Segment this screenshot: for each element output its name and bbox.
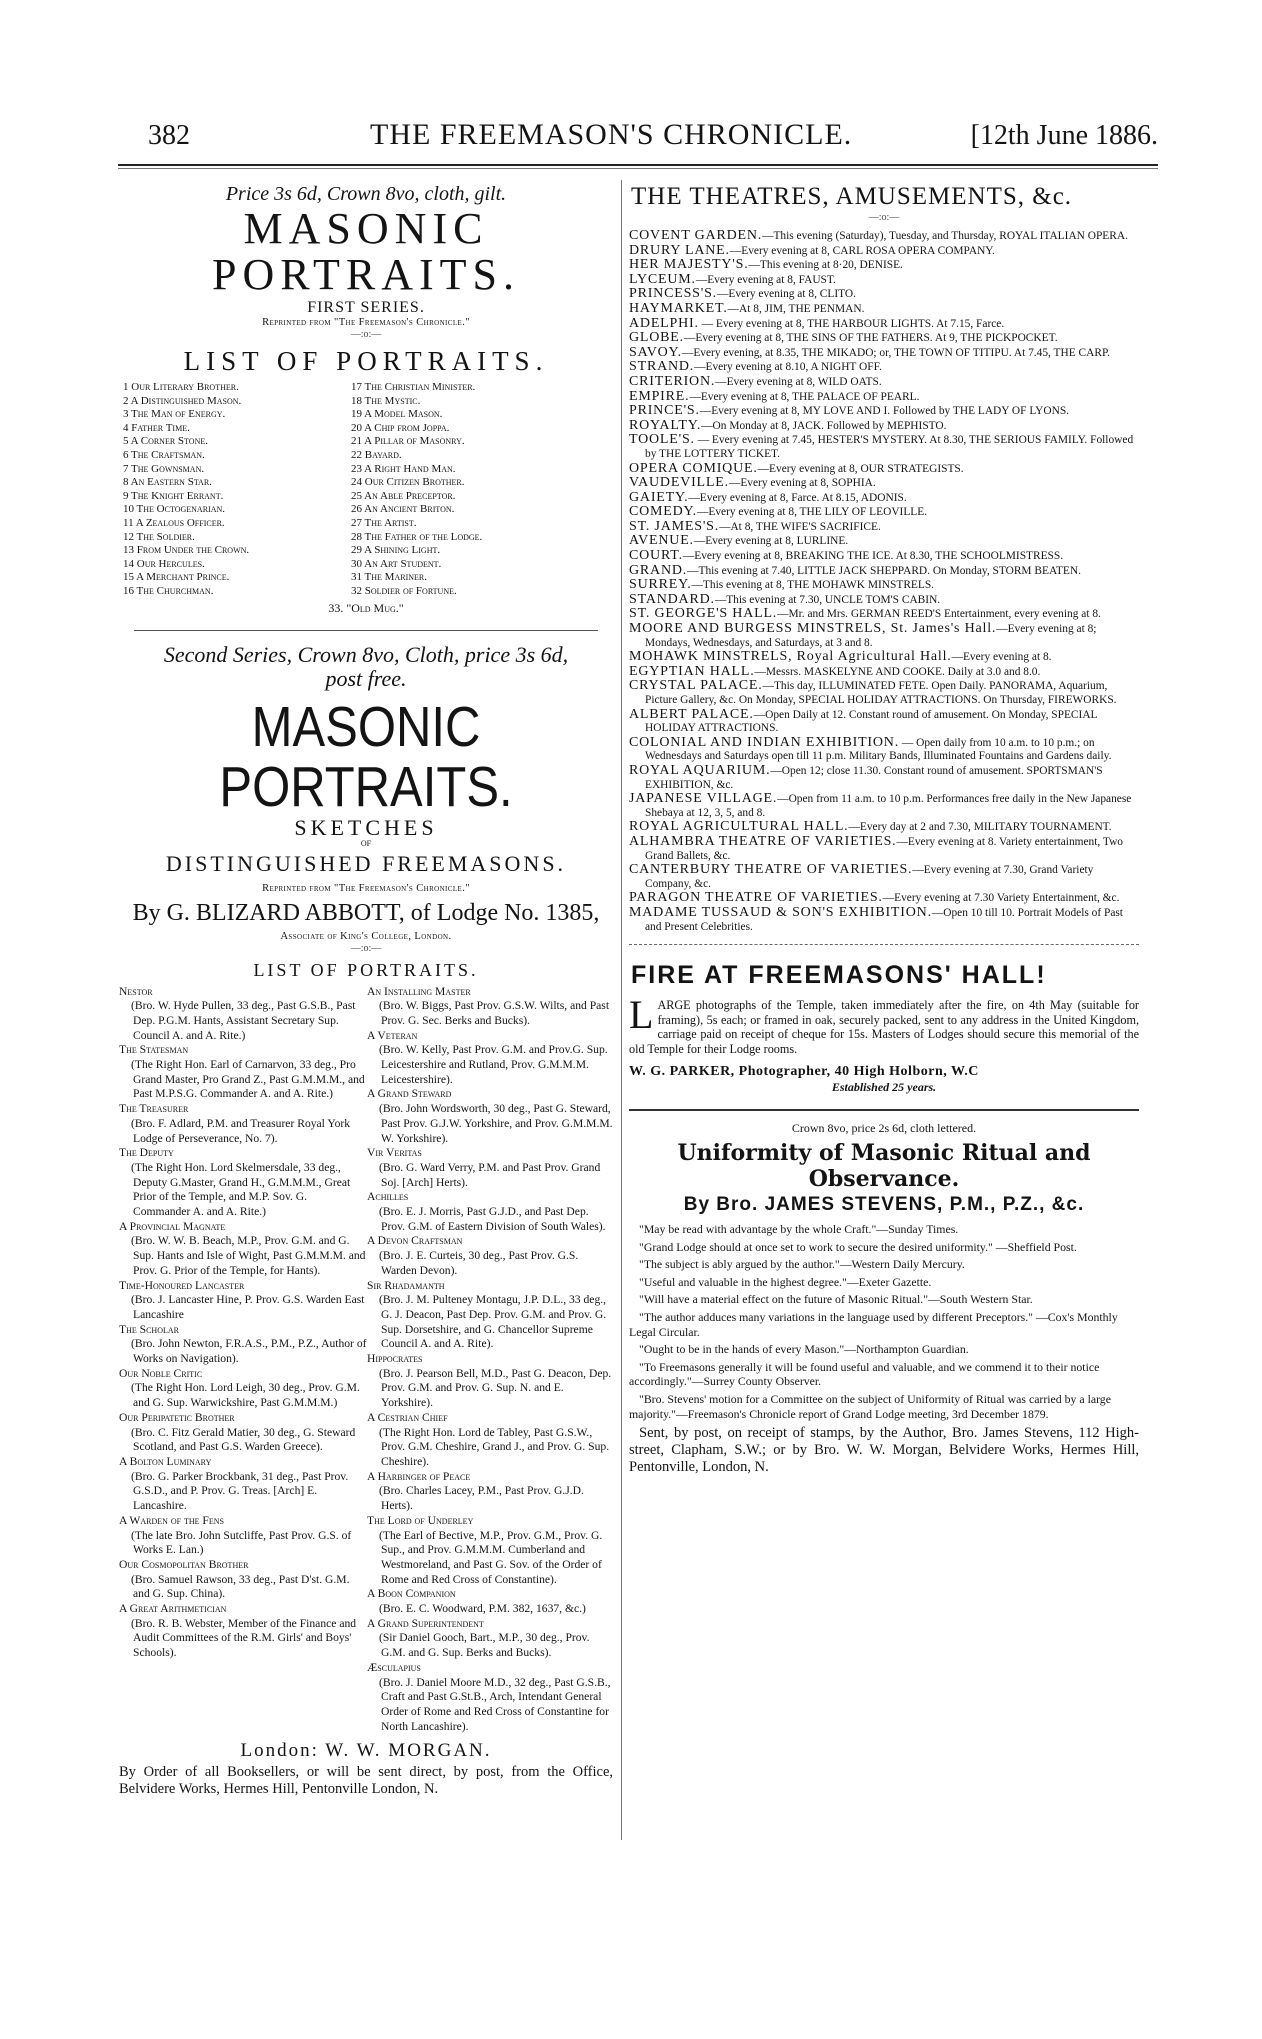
list-item xyxy=(629,650,1139,665)
venue-details: — Open daily from 10 a.m. to 10 p.m.; on Wednesdays and Saturdays open till 11 p.m. Military Bands, Illuminated Fountains and Gardens daily. xyxy=(645,736,1112,763)
list-item xyxy=(629,375,1139,390)
review-quote: "May be read with advantage by the whole Craft."—Sunday Times. xyxy=(639,1222,959,1237)
venue-details: —Open 12; close 11.30. Constant round of amusement. SPORTSMAN'S EXHIBITION, &c. xyxy=(645,764,1103,791)
list-item xyxy=(367,1190,613,1234)
venue-details: —At 8, THE WIFE'S SACRIFICE. xyxy=(719,520,881,533)
venue-name: ROYALTY. xyxy=(629,417,702,433)
list-item: 11 A Zealous Officer. xyxy=(123,516,225,529)
portrait-desc: (The Right Hon. Earl of Carnarvon, 33 deg., Pro Grand Master, Pro Grand Z., Past G.M.M.M., and Past M.P.S.G. Commander A. and A. Rite.) xyxy=(131,1058,365,1101)
list-item: 12 The Soldier. xyxy=(123,530,195,543)
list-item: 7 The Gownsman. xyxy=(123,462,205,475)
order-notice: By Order of all Booksellers, or will be sent direct, by post, from the Office, Belvidere Works, Hermes Hill, Pentonville London, N. xyxy=(119,1764,613,1798)
venue-details: —This evening (Saturday), Tuesday, and Thursday, ROYAL ITALIAN OPERA. xyxy=(762,230,1128,242)
portrait-desc: (Sir Daniel Gooch, Bart., M.P., 30 deg., Prov. G.M. and G. Sup. Berks and Bucks). xyxy=(379,1631,590,1660)
review-quote: "Ought to be in the hands of every Mason."—Northampton Guardian. xyxy=(639,1342,969,1357)
list-item: 19 A Model Mason. xyxy=(351,408,443,421)
list-item: 32 Soldier of Fortune. xyxy=(351,584,457,597)
uniformity-byline: By Bro. JAMES STEVENS, P.M., P.Z., &c. xyxy=(683,1194,1085,1216)
header-rule xyxy=(118,168,1158,169)
list-item: 31 The Mariner. xyxy=(351,571,427,584)
portrait-name: Æsculapius xyxy=(367,1660,421,1674)
list-item xyxy=(367,985,613,1029)
fire-heading: FIRE AT FREEMASONS' HALL! xyxy=(631,961,1047,990)
venue-name: AVENUE. xyxy=(629,533,694,549)
portraits2-byline: By G. BLIZARD ABBOTT, of Lodge No. 1385, xyxy=(132,899,600,926)
list-item xyxy=(629,549,1139,564)
venue-name: EMPIRE. xyxy=(629,388,690,404)
list-item xyxy=(119,1323,367,1367)
section-divider xyxy=(629,944,1139,945)
list-item xyxy=(367,1146,613,1190)
venue-details: —Every evening at 8, LURLINE. xyxy=(693,535,849,548)
portrait-name: A Boon Companion xyxy=(367,1587,456,1601)
venue-name: VAUDEVILLE. xyxy=(629,475,729,491)
list-item: 20 A Chip from Joppa. xyxy=(351,421,450,434)
portraits2-associate: Associate of King's College, London. xyxy=(280,930,452,942)
list-item xyxy=(119,1279,367,1323)
portraits2-series-line2: post free. xyxy=(325,665,407,691)
list-item xyxy=(629,708,1139,736)
portraits2-title: MASONIC PORTRAITS. xyxy=(219,694,513,819)
venue-name: GLOBE. xyxy=(629,330,684,346)
list-item xyxy=(629,679,1139,707)
list-item xyxy=(367,1470,613,1514)
portrait-name: Sir Rhadamanth xyxy=(367,1278,445,1292)
venue-details: —Every evening at 8, SOPHIA. xyxy=(728,477,876,490)
venue-name: COVENT GARDEN. xyxy=(629,228,763,243)
portrait-desc: (Bro. J. Pearson Bell, M.D., Past G. Deacon, Dep. Prov. G.M. and Prov. G. Sup. N. and E. Yorkshire). xyxy=(379,1366,612,1410)
venue-name: COLONIAL AND INDIAN EXHIBITION. xyxy=(629,734,900,750)
fire-body: ARGE photographs of the Temple, taken immediately after the fire, on 4th May (suitable for framing), 5s each; or framed in oak, securely packed, sent to any address in the United Kingdom, carriage paid on receipt of cheque for 15s. Masters of Lodges should secure this memorial of the old Temple for their Lodge rooms. xyxy=(629,998,1139,1056)
list-item: 25 An Able Preceptor. xyxy=(351,489,456,502)
portrait-desc: (Bro. J. Lancaster Hine, P. Prov. G.S. Warden East Lancashire xyxy=(131,1293,365,1321)
venue-details: —Every evening at 8; Mondays, Wednesdays, and Saturdays, at 3 and 8. xyxy=(645,623,1097,649)
venue-name: PRINCESS'S. xyxy=(629,286,717,302)
portrait-name: A Cestrian Chief xyxy=(367,1410,448,1424)
venue-name: GRAND. xyxy=(629,562,688,578)
list-item xyxy=(629,302,1139,317)
portrait-desc: (The Right Hon. Lord Leigh, 30 deg., Prov. G.M. and G. Sup. Warwickshire, Past G.M.M.M.) xyxy=(131,1381,360,1410)
list-item xyxy=(629,229,1139,244)
venue-name: SURREY. xyxy=(629,577,692,593)
list-item xyxy=(629,665,1139,680)
portrait-name: An Installing Master xyxy=(367,984,471,998)
venue-name: OPERA COMIQUE. xyxy=(629,460,758,476)
venue-name: ALHAMBRA THEATRE OF VARIETIES. xyxy=(629,833,897,849)
venue-details: —This evening at 8, THE MOHAWK MINSTRELS. xyxy=(691,579,935,592)
portrait-desc: (The late Bro. John Sutcliffe, Past Prov. G.S. of Works E. Lan.) xyxy=(131,1528,352,1557)
venue-details: —Messrs. MASKELYNE AND COOKE. Daily at 3.0 and 8.0. xyxy=(754,665,1041,678)
list-item xyxy=(629,433,1139,461)
portrait-name: The Scholar xyxy=(119,1322,179,1336)
venue-details: —At 8, JIM, THE PENMAN. xyxy=(727,302,865,315)
section-divider xyxy=(629,1109,1139,1111)
review-quote: "To Freemasons generally it will be found useful and valuable, and we commend it to their notice accordingly."—Surrey County Observer. xyxy=(629,1359,1100,1389)
venue-name: ST. GEORGE'S HALL. xyxy=(629,606,778,622)
portrait-name: A Provincial Magnate xyxy=(119,1219,226,1233)
list-item xyxy=(629,792,1139,820)
venue-details: —This evening at 7.40, LITTLE JACK SHEPPARD. On Monday, STORM BEATEN. xyxy=(687,564,1081,577)
venue-name: COURT. xyxy=(629,548,683,564)
portrait-name: A Bolton Luminary xyxy=(119,1455,212,1468)
portraits1-list xyxy=(119,381,613,599)
portraits1-list-col2 xyxy=(351,381,601,599)
venue-name: DRURY LANE. xyxy=(629,242,730,258)
list-item xyxy=(629,462,1139,477)
list-item xyxy=(629,764,1139,792)
list-item xyxy=(629,244,1139,259)
venue-details: — Every evening at 8, THE HARBOUR LIGHTS. At 7.15, Farce. xyxy=(698,317,1005,330)
list-item: 18 The Mystic. xyxy=(351,394,421,407)
column-rule xyxy=(621,180,622,1840)
portrait-name: Hippocrates xyxy=(367,1352,423,1366)
venue-name: GAIETY. xyxy=(629,489,689,505)
list-item xyxy=(367,1087,613,1146)
list-item xyxy=(367,1661,613,1735)
sent-by-post-notice: Sent, by post, on receipt of stamps, by the Author, Bro. James Stevens, 112 High-street, Clapham, S.W.; or by Bro. W. W. Morgan, Belvidere Works, Hermes Hill, Pentonville, London, N. xyxy=(629,1425,1139,1476)
portraits2-reprinted: Reprinted from "The Freemason's Chronicle." xyxy=(262,882,470,894)
review-quote: "Useful and valuable in the highest degree."—Exeter Gazette. xyxy=(639,1274,932,1289)
list-item xyxy=(119,1043,367,1102)
list-item: 17 The Christian Minister. xyxy=(351,381,476,393)
list-item xyxy=(629,564,1139,579)
list-item xyxy=(119,985,367,1044)
drop-cap: L xyxy=(629,992,654,1038)
list-item xyxy=(629,390,1139,405)
theatre-listings xyxy=(629,229,1139,934)
list-item xyxy=(119,1558,367,1602)
list-item xyxy=(629,906,1139,934)
list-item xyxy=(119,1220,367,1279)
fire-notice xyxy=(629,992,1139,1056)
portrait-desc: (Bro. J. M. Pulteney Montagu, J.P. D.L., 33 deg., G. J. Deacon, Past Dep. Prov. G.M. and Prov. G. Sup. Dorsetshire, and G. Chancellor Supreme Council A. and A. Rite). xyxy=(379,1293,607,1351)
portraits2-list-heading: LIST OF PORTRAITS. xyxy=(253,959,479,980)
venue-details: —Open from 11 a.m. to 10 p.m. Performances free daily in the New Japanese Shebaya at 12, 3, 5, and 8. xyxy=(645,793,1132,819)
portrait-desc: (Bro. W. Kelly, Past Prov. G.M. and Prov.G. Sup. Leicestershire and Rutland, Prov. G.M.M.M. Leicestershire). xyxy=(379,1043,608,1086)
portrait-desc: (Bro. F. Adlard, P.M. and Treasurer Royal York Lodge of Perseverance, No. 7). xyxy=(131,1116,351,1145)
list-item xyxy=(367,1514,613,1588)
page-title: THE FREEMASON'S CHRONICLE. xyxy=(370,118,853,151)
list-item: 2 A Distinguished Mason. xyxy=(123,394,242,407)
portraits1-title: MASONIC PORTRAITS. xyxy=(212,204,520,299)
uniformity-title: Uniformity of Masonic Ritual and Observance. xyxy=(677,1140,1091,1193)
venue-name: ALBERT PALACE. xyxy=(629,706,754,722)
venue-details: —This evening at 8·20, DENISE. xyxy=(748,259,903,272)
list-item xyxy=(629,419,1139,434)
list-item: 1 Our Literary Brother. xyxy=(123,381,239,393)
list-item xyxy=(367,1279,613,1353)
separator: —:o:— xyxy=(350,942,382,954)
portrait-name: Achilles xyxy=(367,1190,409,1204)
portrait-name: Vir Veritas xyxy=(367,1146,422,1160)
portrait-desc: (The Right Hon. Lord de Tabley, Past G.S.W., Prov. G.M. Cheshire, Grand J., and Prov. G. Sup. Cheshire). xyxy=(379,1425,610,1468)
section-divider xyxy=(134,630,598,631)
list-item xyxy=(629,505,1139,520)
list-item: 26 An Ancient Briton. xyxy=(351,503,455,516)
portrait-desc: (Bro. E. C. Woodward, P.M. 382, 1637, &c.) xyxy=(379,1602,586,1616)
list-item xyxy=(629,820,1139,835)
list-item xyxy=(629,520,1139,535)
portrait-desc: (The Right Hon. Lord Skelmersdale, 33 deg., Deputy G.Master, Grand H., G.M.M.M., Great Prior of the Temple, and M.P. Sov. G. Commander A. and A. Rite.) xyxy=(131,1160,351,1219)
venue-details: —Every evening at 8, BREAKING THE ICE. At 8.30, THE SCHOOLMISTRESS. xyxy=(682,550,1064,563)
portrait-desc: (The Earl of Bective, M.P., Prov. G.M., Prov. G. Sup., and Prov. G.M.M.M. Cumberland and Westmoreland, and Past G. Sov. of the Order of Rome and Red Cross of Constantine). xyxy=(379,1528,603,1586)
portrait-desc: (Bro. G. Ward Verry, P.M. and Past Prov. Grand Soj. [Arch] Herts). xyxy=(379,1160,601,1189)
portrait-name: A Warden of the Fens xyxy=(119,1513,224,1527)
venue-name: ST. JAMES'S. xyxy=(629,518,720,534)
venue-details: —On Monday at 8, JACK. Followed by MEPHISTO. xyxy=(701,419,947,432)
list-item xyxy=(629,317,1139,332)
list-item: 27 The Artist. xyxy=(351,516,417,529)
portrait-desc: (Bro. G. Parker Brockbank, 31 deg., Past Prov. G.S.D., and P. Prov. G. Treas. [Arch] E. Lancashire. xyxy=(131,1469,349,1513)
portrait-desc: (Bro. J. Daniel Moore M.D., 32 deg., Past G.S.B., Craft and Past G.St.B., Arch, Intendant General Order of Rome and Red Cross of Constantine for North Lancashire). xyxy=(379,1675,611,1733)
portrait-name: The Lord of Underley xyxy=(367,1513,474,1527)
uniformity-price: Crown 8vo, price 2s 6d, cloth lettered. xyxy=(791,1121,977,1136)
portrait-desc: (Bro. W. Hyde Pullen, 33 deg., Past G.S.B., Past Dep. P.G.M. Hants, Assistant Secretary Sup. Council A. and A. Rite.) xyxy=(131,999,356,1042)
venue-details: —Every evening at 8, Farce. At 8.15, ADONIS. xyxy=(688,491,907,504)
list-item xyxy=(367,1352,613,1411)
venue-name: HAYMARKET. xyxy=(629,300,728,316)
issue-date: [12th June 1886. xyxy=(970,120,1158,151)
venue-name: MADAME TUSSAUD & SON'S EXHIBITION. xyxy=(629,904,932,920)
list-item: 29 A Shining Light. xyxy=(351,544,441,557)
portraits2-series-line1: Second Series, Crown 8vo, Cloth, price 3s 6d, xyxy=(163,641,569,667)
venue-details: —Every evening at 7.30 Variety Entertainment, &c. xyxy=(882,892,1120,905)
review-quote: "Bro. Stevens' motion for a Committee on the subject of Uniformity of Ritual was carried by a large majority."—Freemason's Chronicle report of Grand Lodge meeting, 3rd December 1879. xyxy=(629,1392,1111,1421)
venue-details: —Every evening at 8, CARL ROSA OPERA COMPANY. xyxy=(729,244,995,257)
venue-details: —Open 10 till 10. Portrait Models of Past and Present Celebrities. xyxy=(645,906,1123,933)
portrait-desc: (Bro. John Newton, F.R.A.S., P.M., P.Z., Author of Works on Navigation). xyxy=(131,1337,367,1366)
review-quote: "Will have a material effect on the future of Masonic Ritual."—South Western Star. xyxy=(639,1292,1033,1307)
established-line: Established 25 years. xyxy=(831,1080,937,1095)
separator: —:o:— xyxy=(868,212,900,223)
list-item xyxy=(367,1234,613,1278)
review-quotes xyxy=(629,1222,1139,1421)
list-item xyxy=(629,476,1139,491)
photographer-line: W. G. PARKER, Photographer, 40 High Holborn, W.C xyxy=(629,1064,979,1080)
venue-name: ROYAL AGRICULTURAL HALL. xyxy=(629,819,849,835)
portrait-name: Nestor xyxy=(119,984,153,998)
list-item xyxy=(629,736,1139,764)
list-item xyxy=(367,1587,613,1616)
list-item xyxy=(629,273,1139,288)
left-column xyxy=(119,175,613,1798)
list-item xyxy=(629,287,1139,302)
venue-details: —Every evening, at 8.35, THE MIKADO; or, THE TOWN OF TITIPU. At 7.45, THE CARP. xyxy=(681,346,1110,359)
venue-details: —Every evening at 8, THE SINS OF THE FATHERS. At 9, THE PICKPOCKET. xyxy=(683,332,1058,345)
portrait-desc: (Bro. E. J. Morris, Past G.J.D., and Past Dep. Prov. G.M. of Eastern Division of South Wales). xyxy=(379,1205,606,1233)
list-item xyxy=(629,891,1139,906)
portrait-name: A Veteran xyxy=(367,1028,418,1042)
venue-name: CRITERION. xyxy=(629,373,716,389)
venue-details: —Every evening at 8, THE PALACE OF PEARL. xyxy=(689,390,920,403)
portrait-name: Our Noble Critic xyxy=(119,1366,203,1380)
portrait-desc: (Bro. W. Biggs, Past Prov. G.S.W. Wilts, and Past Prov. G. Sec. Berks and Bucks). xyxy=(379,999,610,1027)
list-item xyxy=(629,404,1139,419)
portrait-name: A Great Arithmetician xyxy=(119,1602,227,1616)
portrait-name: Time-Honoured Lancaster xyxy=(119,1278,245,1292)
list-item xyxy=(367,1617,613,1661)
venue-details: —Open Daily at 12. Constant round of amusement. On Monday, SPECIAL HOLIDAY ATTRACTIONS. xyxy=(645,708,1098,735)
list-item xyxy=(629,258,1139,273)
list-item xyxy=(629,491,1139,506)
portraits2-list xyxy=(119,985,613,1735)
venue-details: —Every evening at 8, WILD OATS. xyxy=(715,375,882,388)
venue-details: —Every evening at 8, MY LOVE AND I. Followed by THE LADY OF LYONS. xyxy=(699,405,1070,418)
portraits2-sketches: SKETCHES xyxy=(294,814,438,840)
list-item: 6 The Craftsman. xyxy=(123,448,205,461)
venue-name: STRAND. xyxy=(629,359,695,375)
list-item: 9 The Knight Errant. xyxy=(123,489,224,502)
portrait-desc: (Bro. W. W. B. Beach, M.P., Prov. G.M. and G. Sup. Hants and Isle of Wight, Past G.M.M.M. and Prov. G. Prior of the Temple, for Hants). xyxy=(131,1234,366,1277)
portrait-name: Our Cosmopolitan Brother xyxy=(119,1557,249,1571)
list-item xyxy=(629,346,1139,361)
right-column xyxy=(629,175,1139,1476)
portrait-name: A Harbinger of Peace xyxy=(367,1469,471,1483)
list-item: 24 Our Citizen Brother. xyxy=(351,476,465,489)
list-item: 13 From Under the Crown. xyxy=(123,544,250,557)
review-quote: "Grand Lodge should at once set to work to secure the desired uniformity." —Sheffield Post. xyxy=(639,1239,1077,1254)
venue-name: MOORE AND BURGESS MINSTRELS, St. James's Hall. xyxy=(629,621,997,637)
list-item xyxy=(119,1455,367,1514)
portrait-name: The Statesman xyxy=(119,1043,189,1057)
list-item xyxy=(119,1367,367,1411)
portrait-name: A Devon Craftsman xyxy=(367,1234,463,1248)
venue-details: —Every evening at 8, THE LILY OF LEOVILLE. xyxy=(696,506,928,519)
venue-details: — Every evening at 7.45, HESTER'S MYSTERY. At 8.30, THE SERIOUS FAMILY. Followed by THE LOTTERY TICKET. xyxy=(645,434,1134,460)
venue-name: PRINCE'S. xyxy=(629,403,700,419)
venue-details: —This day, ILLUMINATED FETE. Open Daily. PANORAMA, Aquarium, Picture Gallery, &c. On Monday, SPECIAL HOLIDAY ATTRACTIONS. On Thursday, FIREWORKS. xyxy=(645,680,1117,706)
venue-name: STANDARD. xyxy=(629,591,715,607)
venue-details: —Every evening at 8.10, A NIGHT OFF. xyxy=(694,361,882,374)
review-quote: "The author adduces many variations in the language used by different Preceptors." —Cox's Monthly Legal Circular. xyxy=(629,1310,1118,1339)
portrait-name: A Grand Steward xyxy=(367,1087,452,1101)
venue-details: —Every evening at 8. xyxy=(951,651,1052,664)
portraits1-reprinted: Reprinted from "The Freemason's Chronicle." xyxy=(262,317,470,328)
list-item: 21 A Pillar of Masonry. xyxy=(351,435,465,448)
list-item: 15 A Merchant Prince. xyxy=(123,571,230,584)
list-item: 23 A Right Hand Man. xyxy=(351,462,456,475)
portraits1-series: FIRST SERIES. xyxy=(307,299,425,316)
separator: —:o:— xyxy=(350,329,382,340)
portraits2-list-col2 xyxy=(367,985,613,1735)
list-item: 14 Our Hercules. xyxy=(123,557,205,570)
venue-details: —Mr. and Mrs. GERMAN REED'S Entertainment, every evening at 8. xyxy=(777,608,1101,621)
list-item: 30 An Art Student. xyxy=(351,557,442,570)
list-item: 10 The Octogenarian. xyxy=(123,503,226,516)
list-item xyxy=(629,534,1139,549)
portraits1-last-item: 33. "Old Mug." xyxy=(328,600,404,615)
venue-name: SAVOY. xyxy=(629,344,682,360)
list-item: 28 The Father of the Lodge. xyxy=(351,530,483,543)
venue-details: —Every evening at 8, CLITO. xyxy=(716,288,856,301)
list-item xyxy=(119,1146,367,1220)
venue-details: —This evening at 7.30, UNCLE TOM'S CABIN. xyxy=(714,593,941,606)
portraits2-list-col1 xyxy=(119,985,367,1735)
list-item xyxy=(119,1514,367,1558)
portrait-name: The Treasurer xyxy=(119,1102,189,1116)
venue-details: —Every evening at 7.30, Grand Variety Company, &c. xyxy=(645,864,1094,890)
list-item xyxy=(629,593,1139,608)
venue-name: EGYPTIAN HALL. xyxy=(629,663,755,679)
portraits1-price: Price 3s 6d, Crown 8vo, cloth, gilt. xyxy=(225,183,507,205)
list-item: 5 A Corner Stone. xyxy=(123,435,208,448)
portrait-name: Our Peripatetic Brother xyxy=(119,1410,235,1424)
venue-name: MOHAWK MINSTRELS, Royal Agricultural Hall. xyxy=(629,649,952,665)
publisher-line: London: W. W. MORGAN. xyxy=(240,1740,492,1762)
portrait-name: A Grand Superintendent xyxy=(367,1616,484,1630)
venue-name: ROYAL AQUARIUM. xyxy=(629,762,771,778)
list-item xyxy=(119,1411,367,1455)
list-item xyxy=(629,607,1139,622)
masthead xyxy=(118,114,1158,166)
list-item xyxy=(367,1411,613,1470)
list-item xyxy=(629,331,1139,346)
list-item xyxy=(629,622,1139,650)
list-item: 3 The Man of Energy. xyxy=(123,408,226,421)
list-item: 22 Bayard. xyxy=(351,448,402,461)
venue-name: JAPANESE VILLAGE. xyxy=(629,791,778,807)
portrait-desc: (Bro. Samuel Rawson, 33 deg., Past D'st. G.M. and G. Sup. China). xyxy=(131,1572,350,1601)
portrait-desc: (Bro. J. E. Curteis, 30 deg., Past Prov. G.S. Warden Devon). xyxy=(379,1249,579,1277)
portrait-desc: (Bro. Charles Lacey, P.M., Past Prov. G.J.D. Herts). xyxy=(379,1484,584,1513)
venue-name: TOOLE'S. xyxy=(629,432,695,448)
list-item xyxy=(629,360,1139,375)
venue-name: CRYSTAL PALACE. xyxy=(629,678,763,694)
venue-name: CANTERBURY THEATRE OF VARIETIES. xyxy=(629,862,913,878)
portraits2-of: OF xyxy=(360,838,372,848)
list-item: 8 An Eastern Star. xyxy=(123,476,212,489)
portrait-desc: (Bro. R. B. Webster, Member of the Finance and Audit Committees of the R.M. Girls' and Boys' Schools). xyxy=(131,1616,357,1660)
portraits1-list-col1 xyxy=(119,381,351,599)
venue-name: ADELPHI. xyxy=(629,315,699,331)
list-item: 16 The Churchman. xyxy=(123,584,214,597)
list-item: 4 Father Time. xyxy=(123,421,190,434)
portraits2-distinguished: DISTINGUISHED FREEMASONS. xyxy=(165,850,567,876)
venue-name: COMEDY. xyxy=(629,504,697,520)
list-item xyxy=(629,835,1139,863)
portrait-name: The Deputy xyxy=(119,1146,174,1160)
venue-details: —Every evening at 8. Variety entertainment, Two Grand Ballets, &c. xyxy=(645,835,1123,862)
review-quote: "The subject is ably argued by the author."—Western Daily Mercury. xyxy=(639,1257,965,1272)
venue-details: —Every day at 2 and 7.30, MILITARY TOURNAMENT. xyxy=(848,821,1112,834)
venue-details: —Every evening at 8, OUR STRATEGISTS. xyxy=(757,462,964,475)
portrait-desc: (Bro. C. Fitz Gerald Matier, 30 deg., G. Steward Scotland, and Past G.S. Warden Greece). xyxy=(131,1425,356,1454)
list-item xyxy=(119,1102,367,1146)
list-item xyxy=(119,1602,367,1661)
venue-name: PARAGON THEATRE OF VARIETIES. xyxy=(629,890,883,906)
list-item xyxy=(629,578,1139,593)
portraits1-list-heading: LIST OF PORTRAITS. xyxy=(183,346,549,376)
portrait-desc: (Bro. John Wordsworth, 30 deg., Past G. Steward, Past Prov. G.J.W. Yorkshire, and Prov. G.M.M.M. W. Yorkshire). xyxy=(379,1102,613,1145)
venue-name: HER MAJESTY'S. xyxy=(629,257,749,273)
page-number: 382 xyxy=(148,120,190,151)
venue-details: —Every evening at 8, FAUST. xyxy=(695,273,836,286)
venue-name: LYCEUM. xyxy=(629,271,696,287)
list-item xyxy=(367,1029,613,1088)
list-item xyxy=(629,863,1139,891)
theatres-heading: THE THEATRES, AMUSEMENTS, &c. xyxy=(631,183,1073,210)
